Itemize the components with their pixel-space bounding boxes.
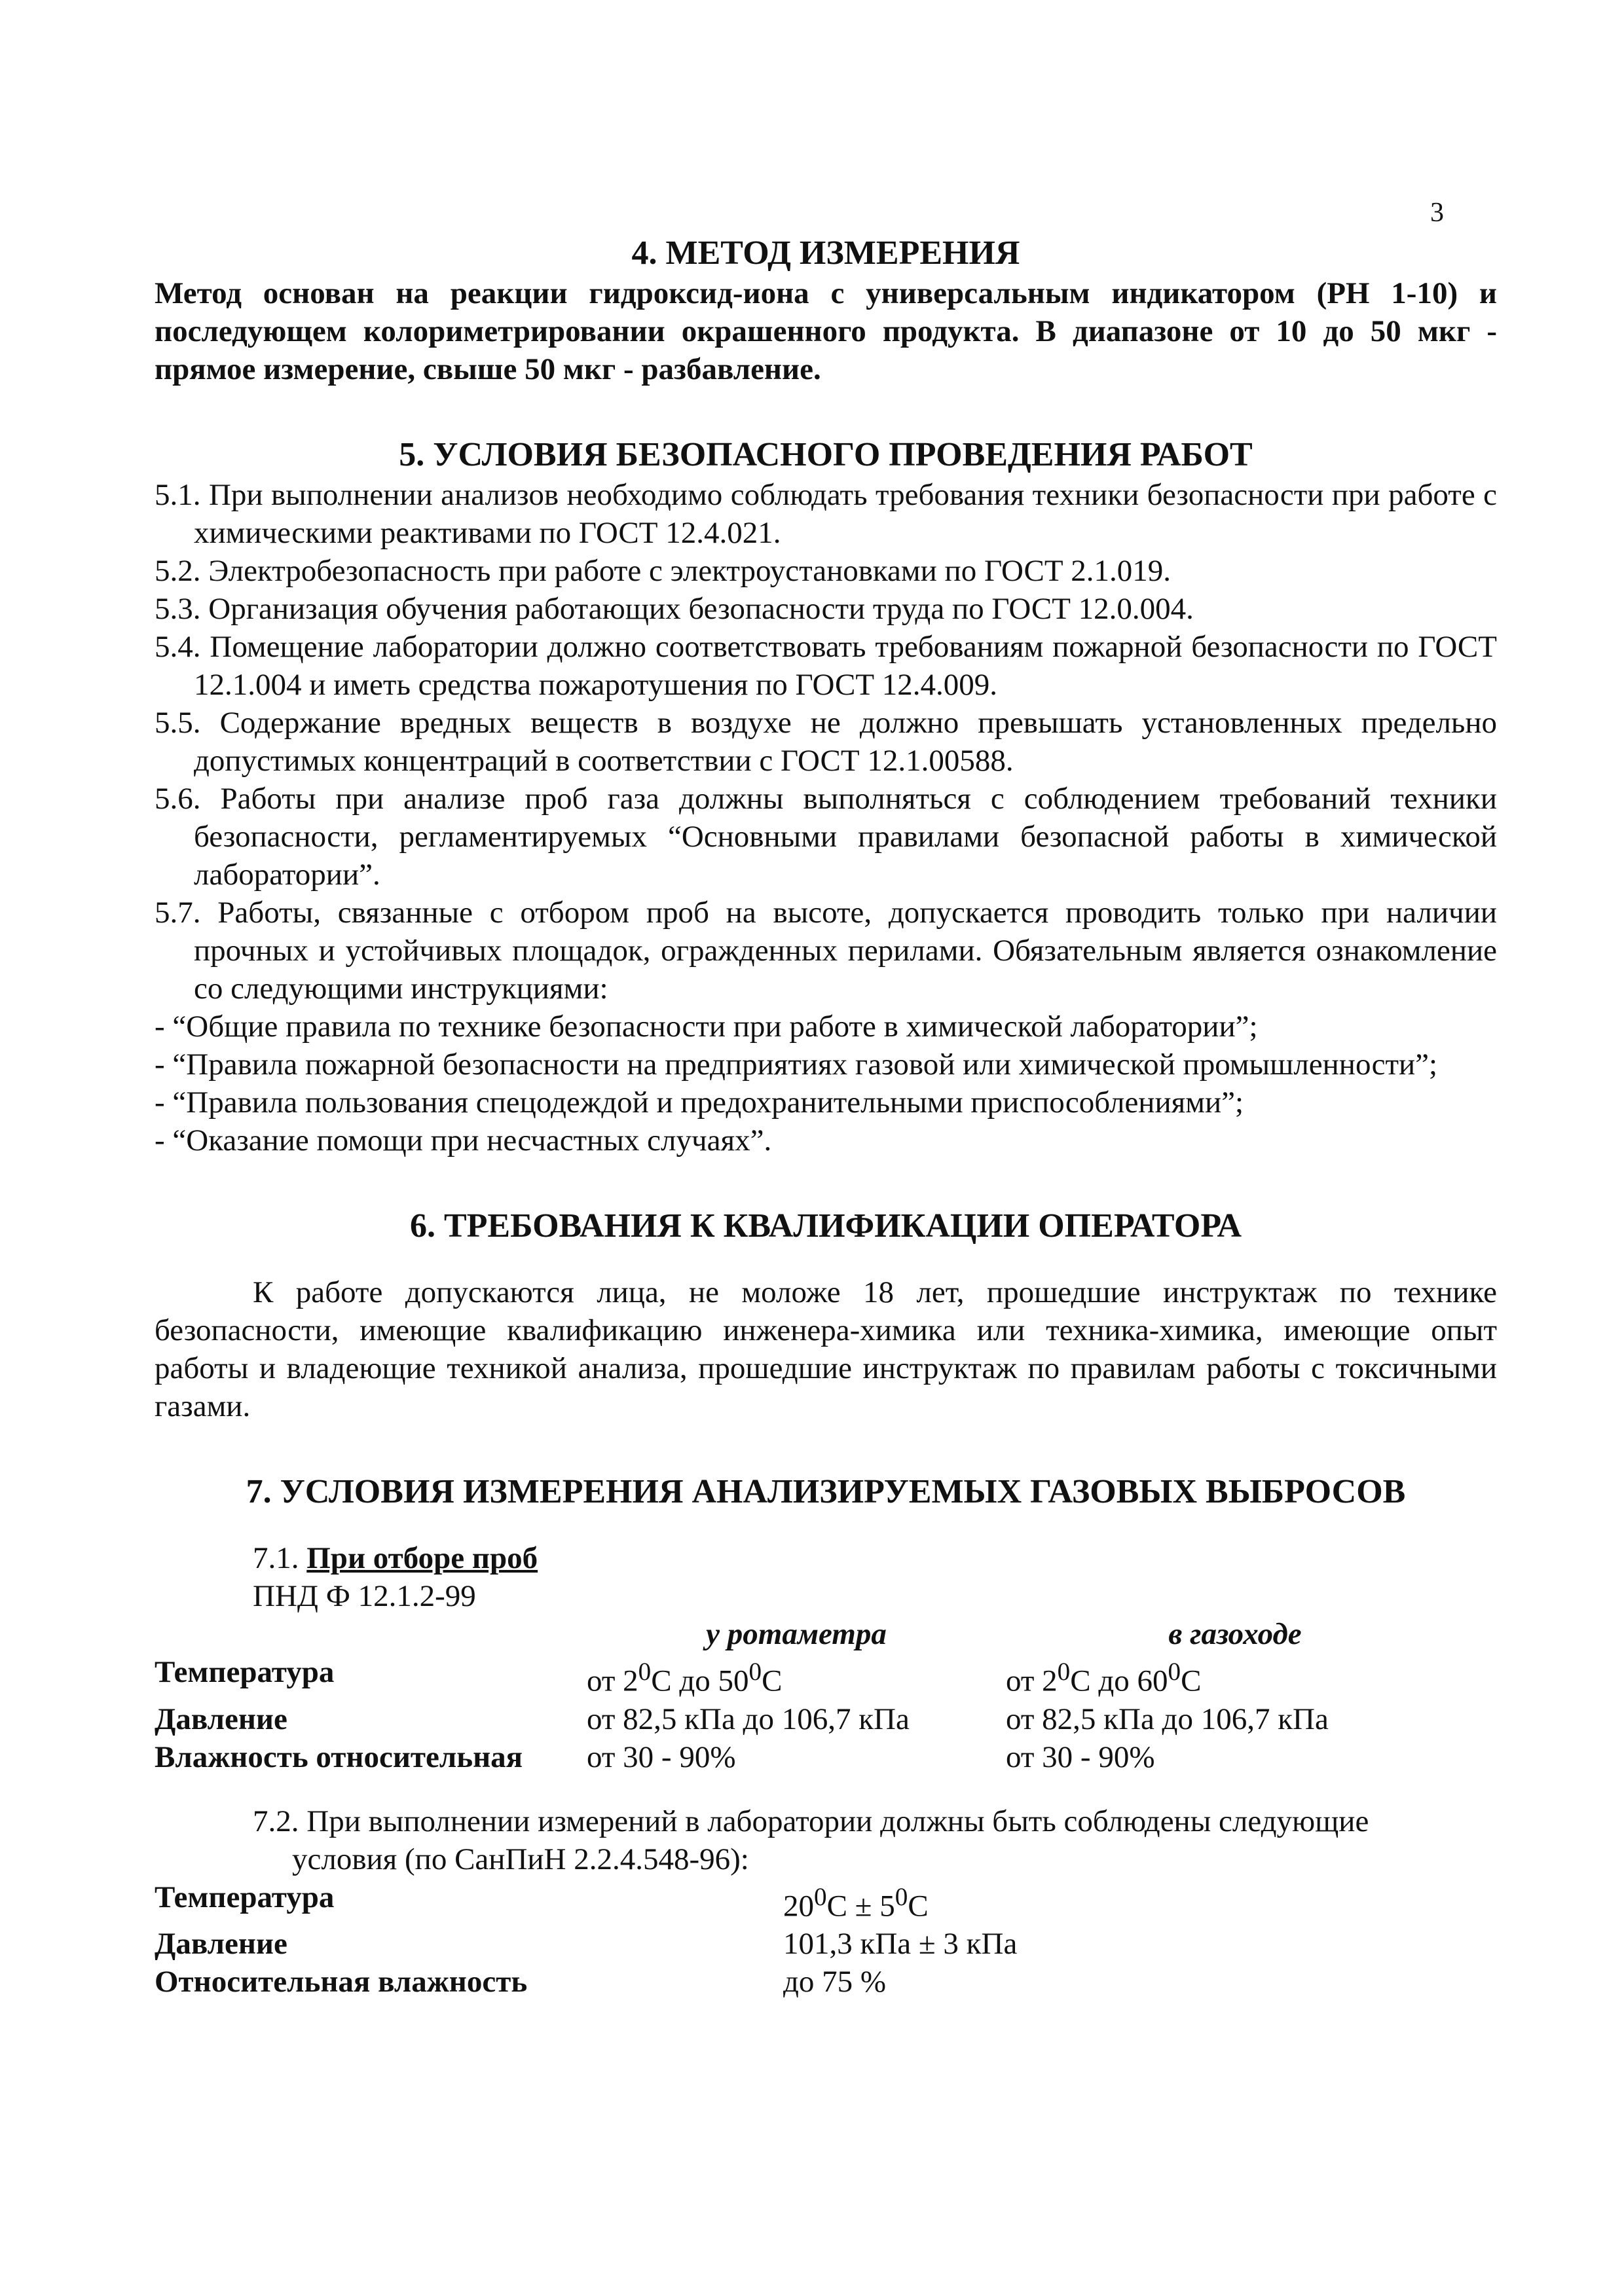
- item-5-2: 5.2. Электробезопасность при работе с электроустановками по ГОСТ 2.1.019.: [155, 554, 1172, 588]
- col-duct: в газоходе: [1168, 1617, 1302, 1651]
- row-value: до 75 %: [783, 1965, 887, 1999]
- cell-duct: от 30 - 90%: [1006, 1740, 1155, 1774]
- section-4: [155, 232, 1497, 388]
- subsection-7-2-line1: 7.2. При выполнении измерений в лаборатории должны быть соблюдены следующие: [253, 1804, 1369, 1838]
- cell-rotameter: от 30 - 90%: [587, 1740, 736, 1774]
- instruction-item: - “Общие правила по технике безопасности при работе в химической лаборатории”;: [155, 1010, 1258, 1044]
- subsection-7-2-line2: условия (по СанПиН 2.2.4.548-96):: [292, 1842, 749, 1876]
- page-number: 3: [1430, 198, 1444, 228]
- section-4-title: 4. МЕТОД ИЗМЕРЕНИЯ: [631, 234, 1020, 272]
- row-label: Относительная влажность: [155, 1965, 528, 1999]
- cell-duct: от $2^0С$ до $60^0С$: [1006, 1658, 1202, 1698]
- section-5-title: 5. УСЛОВИЯ БЕЗОПАСНОГО ПРОВЕДЕНИЯ РАБОТ: [399, 436, 1253, 473]
- row-value: 101,3 кПа ± 3 кПа: [783, 1927, 1018, 1961]
- item-5-6: 5.6. Работы при анализе проб газа должны выполняться с соблюдением требований техники безопасности, регламентируемых “Основными правилами безопасной работы в химической лаборатории”.: [155, 782, 1497, 892]
- cell-rotameter: от 82,5 кПа до 106,7 кПа: [587, 1702, 910, 1736]
- section-6-text: К работе допускаются лица, не моложе 18 лет, прошедшие инструктаж по технике безопасности, имеющие квалификацию инженера-химика или техника-химика, имеющие опыт работы и владеющие техникой анализа, прошедшие инструктаж по правилам работы с токсичными газами.: [155, 1275, 1497, 1423]
- row-label: Влажность относительная: [155, 1740, 523, 1774]
- table-row: [155, 1738, 1464, 1776]
- instruction-item: - “Правила пожарной безопасности на предприятиях газовой или химической промышленности”;: [155, 1048, 1438, 1082]
- col-rotameter: у ротаметра: [706, 1617, 887, 1651]
- table-row: [155, 1925, 1242, 1963]
- section-5: [155, 434, 1497, 1159]
- subsection-7-2: [155, 1802, 1497, 1878]
- table-row: [155, 1878, 1242, 1925]
- subsection-7-1-doc: ПНД Ф 12.1.2-99: [253, 1579, 476, 1613]
- subsection-7-1-title: При отборе проб: [306, 1541, 538, 1575]
- lab-conditions-table: [155, 1878, 1242, 2001]
- row-label: Давление: [155, 1702, 287, 1736]
- cell-duct: от 82,5 кПа до 106,7 кПа: [1006, 1702, 1329, 1736]
- section-7: [155, 1471, 1497, 2001]
- section-6-title: 6. ТРЕБОВАНИЯ К КВАЛИФИКАЦИИ ОПЕРАТОРА: [409, 1207, 1242, 1245]
- section-6: [155, 1205, 1497, 1425]
- subsection-7-1-heading: [155, 1539, 1497, 1615]
- section-7-title: 7. УСЛОВИЯ ИЗМЕРЕНИЯ АНАЛИЗИРУЕМЫХ ГАЗОВЫХ ВЫБРОСОВ: [246, 1473, 1406, 1510]
- item-5-3: 5.3. Организация обучения работающих безопасности труда по ГОСТ 12.0.004.: [155, 592, 1194, 626]
- table-row: [155, 1700, 1464, 1738]
- row-label: Температура: [155, 1655, 335, 1689]
- row-value: $20^0С \pm 5^0С$: [783, 1882, 929, 1923]
- item-5-7: 5.7. Работы, связанные с отбором проб на высоте, допускается проводить только при наличии прочных и устойчивых площадок, огражденных перилами. Обязательным является ознакомление со следующими инструкциями:: [155, 896, 1497, 1006]
- instruction-item: - “Оказание помощи при несчастных случаях”.: [155, 1123, 772, 1157]
- document-body: [155, 232, 1497, 2001]
- instruction-item: - “Правила пользования спецодеждой и предохранительными приспособлениями”;: [155, 1085, 1244, 1120]
- table-row: [155, 1653, 1464, 1700]
- table-row: [155, 1963, 1242, 2001]
- item-5-1: 5.1. При выполнении анализов необходимо соблюдать требования техники безопасности при работе с химическими реактивами по ГОСТ 12.4.021.: [155, 478, 1497, 550]
- cell-rotameter: от $2^0С$ до $50^0С$: [587, 1658, 783, 1698]
- row-label: Температура: [155, 1880, 335, 1914]
- row-label: Давление: [155, 1927, 287, 1961]
- subsection-7-1-number: 7.1.: [253, 1541, 307, 1575]
- sampling-conditions-table: [155, 1615, 1464, 1776]
- table-header-row: [155, 1615, 1464, 1653]
- item-5-5: 5.5. Содержание вредных веществ в воздухе не должно превышать установленных предельно допустимых концентраций в соответствии с ГОСТ 12.1.00588.: [155, 706, 1497, 778]
- section-4-text: Метод основан на реакции гидроксид-иона с универсальным индикатором (РН 1-10) и последующем колориметрировании окрашенного продукта. В диапазоне от 10 до 50 мкг - прямое измерение, свыше 50 мкг - разбавление.: [155, 276, 1497, 386]
- item-5-4: 5.4. Помещение лаборатории должно соответствовать требованиям пожарной безопасности по ГОСТ 12.1.004 и иметь средства пожаротушения по ГОСТ 12.4.009.: [155, 630, 1497, 702]
